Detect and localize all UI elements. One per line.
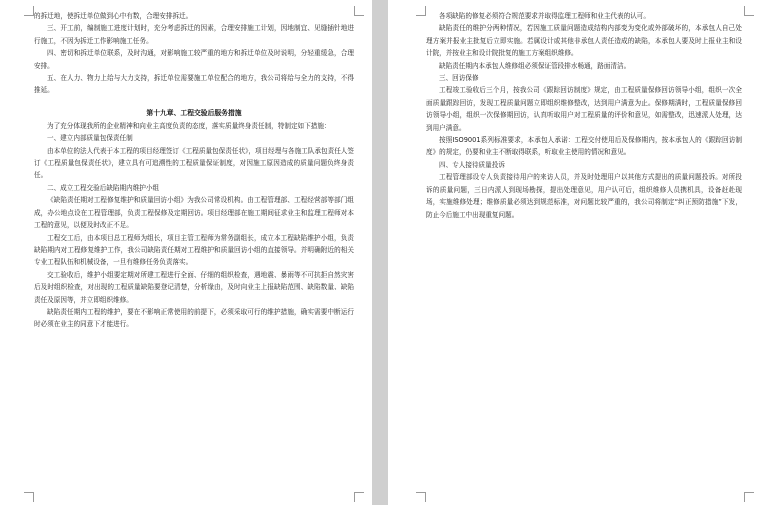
paragraph: 按照ISO9001系列标准要求，本承包人承诺：工程交付使用后及保修期内，按本承包人的《跟踪回访制度》的规定，仍要和业主不断取得联系，听取业主使用的情况和意见。 <box>426 136 742 157</box>
paragraph: 三、开工前，编制施工进度计划时，充分考虑拆迁的因素，合理安排施工计划，因地制宜、见缝插针地进行施工，不因为拆迁工作影响施工任务。 <box>34 24 354 45</box>
paragraph: 为了充分体现我所的企业精神和向业主高度负责的态度，落实质量终身责任制，特制定如下措施： <box>47 121 331 130</box>
document-page-left <box>0 0 372 505</box>
paragraph: 四、密切和拆迁单位联系，及时沟通，对影响施工较严重的地方和拆迁单位及时说明，分轻重缓急，合理安排。 <box>34 49 354 70</box>
paragraph: 缺陷责任期内本承包人维修组必须保证管段排水畅通，路面清洁。 <box>439 61 631 70</box>
corner-mark-top-left <box>24 6 34 16</box>
corner-mark-bottom-right <box>744 492 754 502</box>
heading-paragraph: 一、建立内部质量包保责任制 <box>47 134 133 143</box>
corner-mark-top-right <box>354 6 364 16</box>
document-page-right <box>388 0 760 505</box>
corner-mark-bottom-left <box>416 492 426 502</box>
heading-paragraph: 四、专人接待质量投诉 <box>439 160 505 169</box>
paragraph: 的拆迁地，使拆迁单位做到心中有数，合理安排拆迁。 <box>34 12 193 20</box>
page-gap <box>372 0 388 505</box>
corner-mark-top-left <box>416 6 426 16</box>
paragraph: 工程管理部设专人负责接待用户的来访人员，并及时处理用户以其他方式提出的质量问题投诉。对所投诉的质量问题，三日内派人到现场勘探，提出处理意见，用户认可后，组织维修人员携机具，设备赶赴现场，实施维修处理；维修质量必须达到规范标准，对问题比较严重的，我公司将制定“纠正预防措施”下发，防止今后施工中出现重复问题。 <box>426 173 742 219</box>
paragraph: 交工验收后，维护小组要定期对所建工程进行全面、仔细的组织检查，遇地震、暴雨等不可抗拒自然灾害后及时组织检查，对出现的工程质量缺陷要登记清楚，分析缘由，及时向业主上报缺陷范围、缺陷数量、缺陷责任及原因等，并立即组织维修。 <box>34 270 354 304</box>
paragraph: 工程交工后，由本项目总工程师为组长，项目主管工程师为常务副组长，成立本工程缺陷维护小组，负责缺陷期内对工程修复维护工作，我公司缺陷责任期对工程维护和质量回访小组的直接领导。并明确附近的相关专业工程队伍和机械设备，一旦有维修任务负责落实。 <box>34 233 354 267</box>
heading-paragraph: 二、成立工程交验后缺陷期内维护小组 <box>47 183 160 192</box>
paragraph: 工程竣工验收后三个月，按我公司《跟踪回访制度》规定，由工程质量保修回访领导小组，组织一次全面质量跟踪回访，发现工程质量问题立即组织维修整改，达到用户满意为止。保修期满时，工程质量保修回访领导小组，组织一次保修期回访，认真听取用户对工程质量的评价和意见，如需整改，迅速派人处理，达到用户满意。 <box>426 86 742 132</box>
paragraph: 缺陷责任期内工程的维护，要在不影响正常使用的前提下，必须采取可行的维护措施，确实需要中断运行时必须在业主的同意下才能进行。 <box>34 307 354 329</box>
paragraph: 五、在人力、物力上给与大力支持，拆迁单位需要施工单位配合的地方，我公司将给与全力的支持，不得推延。 <box>34 74 354 95</box>
corner-mark-bottom-right <box>354 492 364 502</box>
section-title: 第十九章、工程交验后服务措施 <box>146 108 242 117</box>
corner-mark-bottom-left <box>24 492 34 502</box>
paragraph: 由本单位的法人代表于本工程的项目经理签订《工程质量包保责任状》，项目经理与各施工队承包责任人签订《工程质量包保责任状》，建立具有可追溯性的工程质量保证制度，对因施工原因造成的质量问题负终身责任。 <box>34 146 354 180</box>
paragraph: 各项缺陷的修复必须符合规范要求并取得监理工程师和业主代表的认可。 <box>439 12 650 20</box>
paragraph: 《缺陷责任期对工程修复维护和质量回访小组》为我公司常设机构。由工程管理部、工程经营部等部门组成，办公地点设在工程管理部，负责工程保修及定期回访。项目经理部在施工期间征求业主和监理工程师对本工程的意见，以便及时改正不足。 <box>34 196 354 230</box>
paragraph: 缺陷责任的维护分两种情况，若因施工质量问题造成结构内部变为变化或外部破坏的，本承包人自己处理方案并报业主批复后立即实施。若属设计或其他非承包人责任造成的缺陷，本承包人要及时上报业主和设计院，并按业主和设计院批复的施工方案组织维修。 <box>426 24 742 58</box>
corner-mark-top-right <box>744 6 754 16</box>
heading-paragraph: 三、回访保修 <box>439 74 479 83</box>
